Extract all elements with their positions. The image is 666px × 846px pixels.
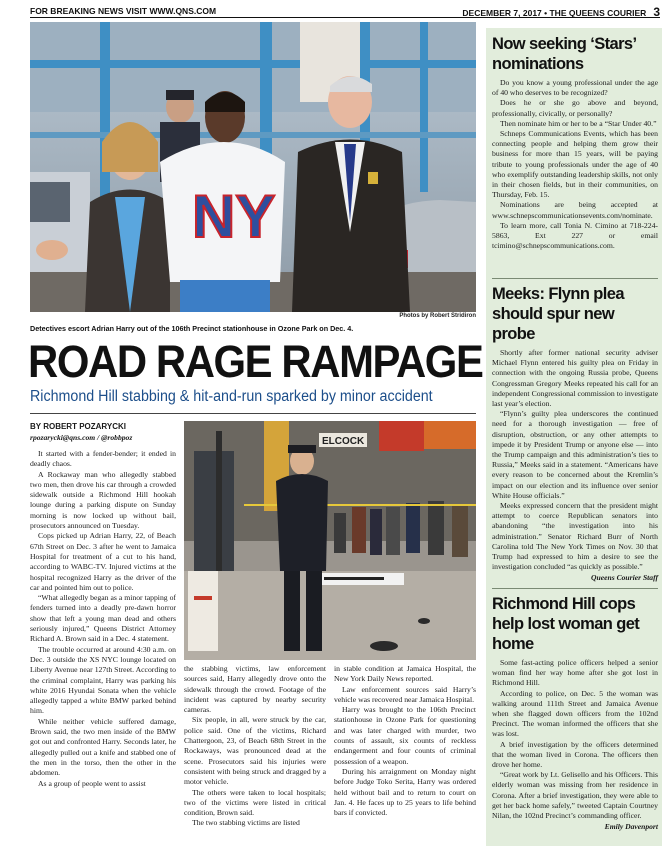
sidebar-divider [492, 278, 658, 279]
article-subhead: Richmond Hill stabbing & hit-and-run sparked by minor accident [30, 388, 433, 405]
paragraph: Do you know a young professional under the age of 40 who deserves to be recognized? [492, 78, 658, 98]
news-sidebar [486, 28, 662, 846]
sidebar-headline: Meeks: Flynn plea should spur new probe [492, 285, 624, 343]
sidebar-story-meeks [492, 284, 658, 582]
svg-text:NY: NY [192, 183, 276, 250]
author-contact: rpozarycki@qns.com / @robbpoz [30, 433, 133, 442]
paragraph: A brief investigation by the officers determined that the woman lived in Corona. The officers then drove her home. [492, 739, 658, 770]
sidebar-body [492, 78, 658, 251]
paragraph: Harry was brought to the 106th Precinct stationhouse in Ozone Park for questioning and was later charged with murder, two counts of assault, six counts of reckless endangerment and four counts of criminal possession of a weapon. [334, 705, 476, 766]
article-column-2 [184, 664, 326, 829]
paragraph: Shortly after former national security adviser Michael Flynn entered his guilty plea on Friday in connection with the ongoing Russia probe, Queens Congressman Gregory Meeks repeated his call for an independent Congressional commission to investigate last year’s election. [492, 348, 658, 409]
sidebar-signature: Emily Davenport [604, 822, 658, 832]
issue-date-publication: DECEMBER 7, 2017 • THE QUEENS COURIER [462, 8, 647, 18]
sidebar-body [492, 348, 658, 572]
paragraph: Does he or she go above and beyond, professionally, civically, or personally? [492, 98, 658, 118]
paragraph: in stable condition at Jamaica Hospital, the New York Daily News reported. [334, 664, 476, 684]
sidebar-story-stars [492, 34, 658, 251]
paragraph: Schneps Communications Events, which has been connecting people and helping them grow their business for more than 15 years, will be paying tribute to young professionals under the age of 40 who exemplify outstanding leadership skills, not only in their chosen fields, but in their communities, on Thursday, Feb. 15. [492, 129, 658, 200]
paragraph: “What allegedly began as a minor tapping of fenders turned into a deadly pre-dawn horror show that left a young man dead and others seriously injured,” Queens District Attorney Richard A. Brown said in a Dec. 4 statement. [30, 593, 176, 644]
paragraph: During his arraignment on Monday night before Judge Toko Serita, Harry was ordered held without bail and to return to court on Jan. 4. He faces up to 25 years to life behind bars if convicted. [334, 766, 476, 818]
sidebar-divider [492, 588, 658, 589]
paragraph: To learn more, call Tonia N. Cimino at 718-224-5863, Ext 227 or email tcimino@schnepscommunications.com. [492, 220, 658, 251]
sidebar-headline: Richmond Hill cops help lost woman get home [492, 595, 640, 653]
paragraph: “Great work by Lt. Gelisello and his Officers. This elderly woman was missing from her residence in Corona. After a brief investigation, they were able to get her back home safely,” tweeted Captain Courtney Nilan, the 102nd Precinct’s commanding officer. [492, 770, 658, 821]
sidebar-body [492, 658, 658, 821]
paragraph: It started with a fender-bender; it ended in deadly chaos. [30, 449, 176, 469]
photo-detectives-escort [30, 22, 476, 312]
article-column-3 [334, 664, 476, 818]
article-column-1 [30, 449, 176, 789]
sidebar-story-lost-woman [492, 594, 658, 831]
paragraph: While neither vehicle suffered damage, Brown said, the two men inside of the BMW got out and confronted Harry. Seconds later, he allegedly pulled out a knife and stabbed one of the men in the torso, then the other in the abdomen. [30, 716, 176, 778]
sidebar-headline: Now seeking ‘Stars’ nominations [492, 35, 636, 73]
paragraph: “Flynn’s guilty plea underscores the continued need for a thorough investigation — free of disruption, obstruction, or any other attempts to impede it by President Trump or anyone else — into the Trump campaign and this administration’s ties to Russia,” Meeks said in a statement. “Americans have every reason to be concerned about the Kremlin’s impact on our election and its influence over senior White House officials.” [492, 409, 658, 500]
paragraph: The two stabbing victims are listed [192, 818, 300, 828]
paragraph: Some fast-acting police officers helped a senior woman find her way home after she got lost in Richmond Hill. [492, 658, 658, 688]
paragraph: A Rockaway man who allegedly stabbed two men, then drove his car through a crowded sidewalk outside a Richmond Hill hookah lounge during a parking dispute on Sunday morning is now locked up without bail, prosecutors announced on Tuesday. [30, 469, 176, 531]
paragraph: Meeks expressed concern that the president might attempt to coerce Republican senators into abandoning “the investigation into his administration.” Senator Richard Burr of North Carolina told The New York Times on Nov. 30 that Trump had expressed to him a desire to see the investigation concluded “as quickly as possible.” [492, 501, 658, 572]
store-sign: ELCOCK [322, 436, 365, 447]
page-number: 3 [653, 5, 660, 19]
main-photo [30, 22, 476, 312]
paragraph: Cops picked up Adrian Harry, 22, of Beach 67th Street on Dec. 3 after he went to Jamaica Hospital for treatment of a cut to his hand, according to WABC-TV. Injured victims at the hospital recognized Harry as the driver of the car and pointed him out to police. [30, 531, 176, 592]
page-header [30, 4, 660, 18]
article-byline: BY ROBERT POZARYCKI [30, 422, 127, 431]
secondary-photo [184, 421, 476, 660]
breaking-news-url: FOR BREAKING NEWS VISIT WWW.QNS.COM [30, 6, 217, 16]
photo-caption: Detectives escort Adrian Harry out of the 106th Precinct stationhouse in Ozone Park on Dec. 4. [30, 324, 354, 333]
paragraph: Then nominate him or her to be a “Star Under 40.” [500, 118, 657, 128]
article-headline: ROAD RAGE RAMPAGE [28, 336, 483, 387]
paragraph: the stabbing victims, law enforcement sources said, Harry allegedly drove onto the sidewalk through the crowd. Footage of the incident was captured by nearby security cameras. [184, 664, 326, 715]
sidebar-signature: Queens Courier Staff [591, 573, 658, 583]
paragraph: The others were taken to local hospitals; two of the victims were listed in critical condition, Brown said. [184, 787, 326, 818]
paragraph: Law enforcement sources said Harry’s vehicle was recovered near Jamaica Hospital. [334, 684, 476, 704]
issue-info [462, 6, 660, 20]
headline-rule [30, 413, 476, 414]
paragraph: As a group of people went to assist [38, 778, 146, 788]
photo-crime-scene [184, 421, 476, 660]
paragraph: According to police, on Dec. 5 the woman was walking around 111th Street and Jamaica Avenue when she flagged down officers from the 102nd Precinct. The woman informed the officers that she was lost. [492, 688, 658, 739]
paragraph: The trouble occurred at around 4:30 a.m. on Dec. 3 outside the XS NYC lounge located on Liberty Avenue near 127th Street. According to the criminal complaint, Harry was parking his white 2016 Hyundai Sonata when the vehicle allegedly tapped a white BMW parked behind him. [30, 644, 176, 716]
paragraph: Nominations are being accepted at www.schnepscommunicationsevents.com/nominate. [492, 200, 658, 220]
photo-credit: Photos by Robert Stridiron [399, 313, 476, 319]
paragraph: Six people, in all, were struck by the car, police said. One of the victims, Richard Chattergoon, 23, of Beach 68th Street in the Rockaways, was pronounced dead at the scene. Prosecutors said his injuries were consistent with being struck and dragged by a motor vehicle. [184, 715, 326, 787]
